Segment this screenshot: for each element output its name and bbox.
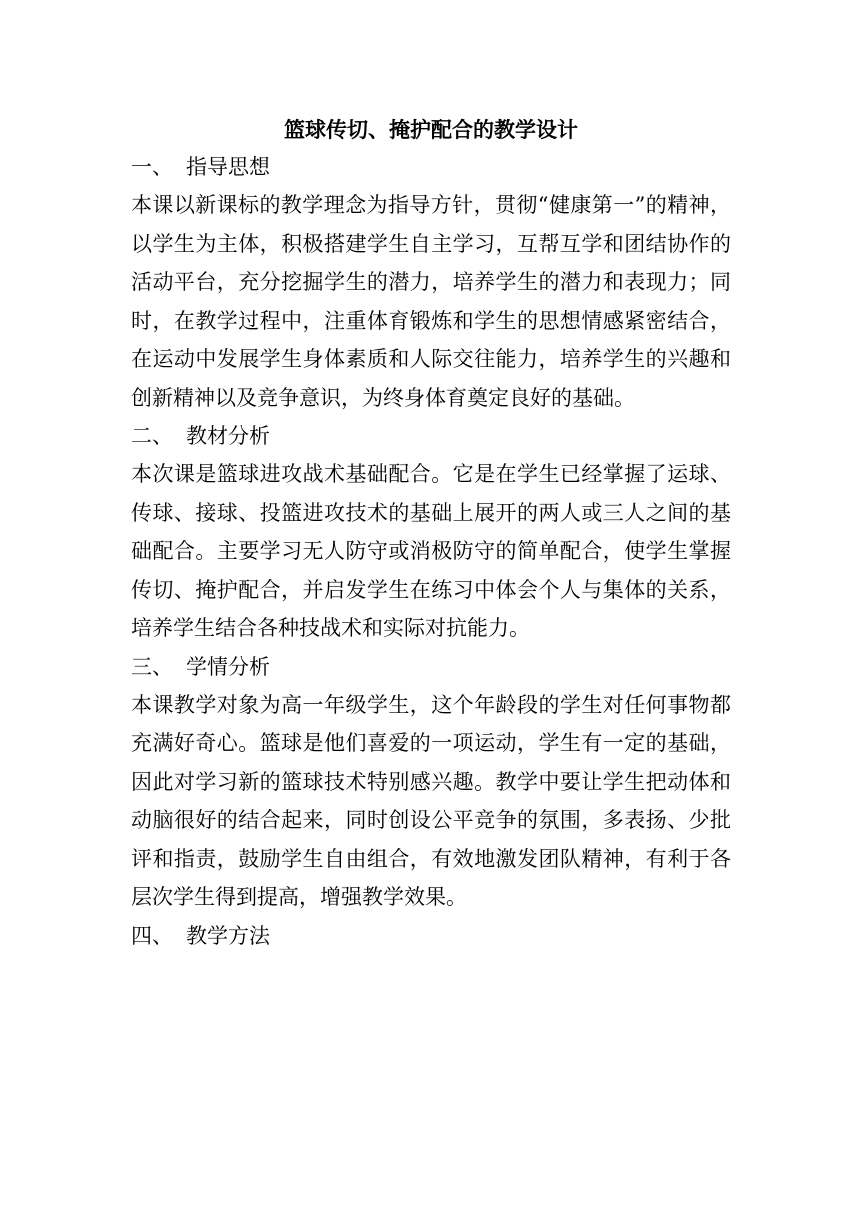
paragraph-line: 活动平台，充分挖掘学生的潜力，培养学生的潜力和表现力；同 — [131, 270, 731, 294]
section-number: 一、 — [131, 155, 173, 179]
paragraph-line: 评和指责，鼓励学生自由组合，有效地激发团队精神，有利于各 — [131, 846, 731, 871]
section-number: 三、 — [131, 654, 173, 679]
document-title: 篮球传切、掩护配合的教学设计 — [284, 117, 578, 142]
section-heading-1 — [131, 148, 731, 186]
paragraph-line: 本课教学对象为高一年级学生，这个年龄段的学生对任何事物都 — [131, 692, 731, 717]
paragraph-line: 本次课是篮球进攻战术基础配合。它是在学生已经掌握了运球、 — [131, 462, 731, 486]
paragraph-line: 传切、掩护配合，并启发学生在练习中体会个人与集体的关系， — [131, 577, 731, 602]
paragraph-line: 本课以新课标的教学理念为指导方针，贯彻“健康第一”的精神， — [131, 193, 731, 217]
paragraph-line: 以学生为主体，积极搭建学生自主学习，互帮互学和团结协作的 — [131, 231, 731, 256]
paragraph-line: 时，在教学过程中，注重体育锻炼和学生的思想情感紧密结合， — [131, 308, 731, 333]
section-heading-text: 教学方法 — [186, 923, 270, 948]
paragraph-line: 础配合。主要学习无人防守或消极防守的简单配合，使学生掌握 — [131, 539, 731, 563]
paragraph-line: 充满好奇心。篮球是他们喜爱的一项运动，学生有一定的基础， — [131, 731, 731, 755]
section-heading-4 — [131, 917, 731, 955]
paragraph-line: 层次学生得到提高，增强教学效果。 — [131, 885, 467, 909]
section-number: 二、 — [131, 424, 173, 448]
section-heading-text: 教材分析 — [186, 424, 270, 448]
paragraph-line: 传球、接球、投篮进攻技术的基础上展开的两人或三人之间的基 — [131, 500, 731, 525]
section-paragraph-3 — [131, 686, 731, 917]
paragraph-line: 因此对学习新的篮球技术特别感兴趣。教学中要让学生把动体和 — [131, 769, 731, 794]
paragraph-line: 在运动中发展学生身体素质和人际交往能力，培养学生的兴趣和 — [131, 347, 731, 371]
section-number: 四、 — [131, 923, 173, 948]
paragraph-line: 培养学生结合各种技战术和实际对抗能力。 — [131, 616, 530, 640]
paragraph-line: 动脑很好的结合起来，同时创设公平竞争的氛围，多表扬、少批 — [131, 808, 731, 832]
section-heading-3 — [131, 648, 731, 686]
section-heading-text: 指导思想 — [186, 155, 270, 179]
section-paragraph-2 — [131, 455, 731, 648]
section-heading-2 — [131, 417, 731, 455]
section-paragraph-1 — [131, 186, 731, 417]
section-heading-text: 学情分析 — [186, 654, 270, 679]
paragraph-line: 创新精神以及竞争意识，为终身体育奠定良好的基础。 — [131, 385, 635, 410]
document-page — [131, 112, 731, 955]
